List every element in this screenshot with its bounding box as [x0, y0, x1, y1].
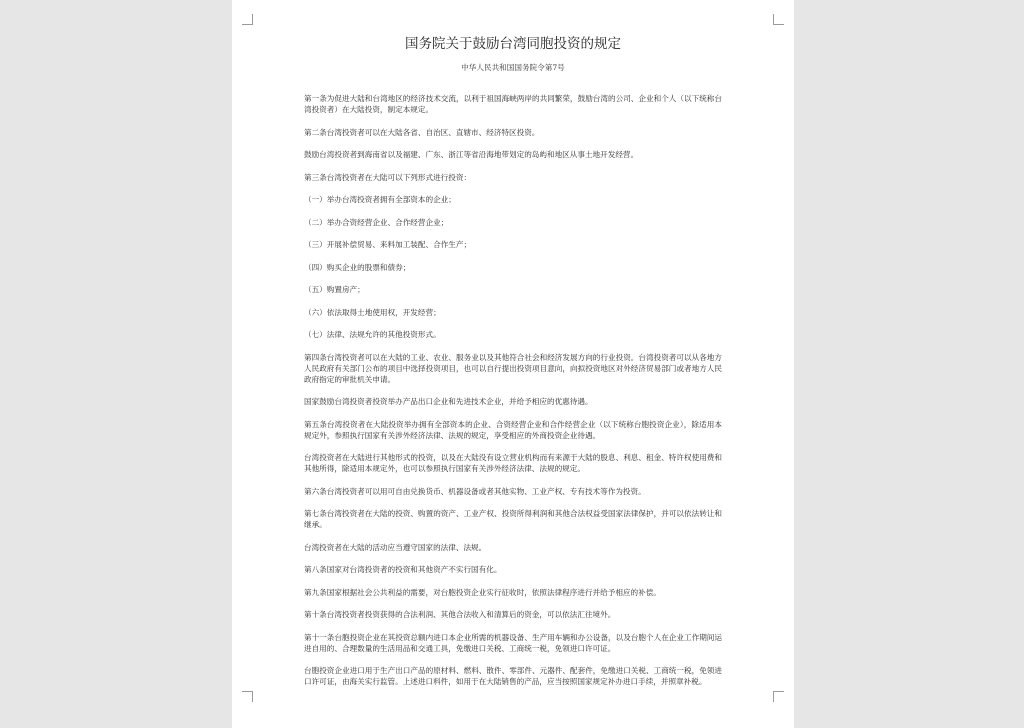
crop-mark-top-left: [242, 14, 253, 25]
paragraph-article-5: 第五条台湾投资者在大陆投资举办拥有全部资本的企业、合资经营企业和合作经营企业（以下统称台胞投资企业），除适用本规定外，参照执行国家有关涉外经济法律、法规的规定，享受相应的外商投资企业待遇。: [304, 419, 722, 440]
paragraph-article-2: 第二条台湾投资者可以在大陆各省、自治区、直辖市、经济特区投资。: [304, 127, 540, 137]
paragraph-article-7-cont: 台湾投资者在大陆的活动应当遵守国家的法律、法规。: [304, 542, 487, 552]
document-title: 国务院关于鼓励台湾同胞投资的规定: [405, 36, 621, 52]
crop-mark-top-right: [773, 14, 784, 25]
paragraph-article-5-cont: 台湾投资者在大陆进行其他形式的投资，以及在大陆没有设立营业机构而有来源于大陆的股息、利息、租金、特许权使用费和其他所得，除适用本规定外，也可以参照执行国家有关涉外经济法律、法规的规定。: [304, 453, 722, 473]
list-item-form-3: （三）开展补偿贸易、来料加工装配、合作生产；: [304, 240, 472, 249]
document-page: [232, 0, 794, 728]
paragraph-article-11: 第十一条台胞投资企业在其投资总额内进口本企业所需的机器设备、生产用车辆和办公设备，以及台胞个人在企业工作期间运进自用的、合理数量的生活用品和交通工具，免缴进口关税、工商统一税，免领进口许可证。: [304, 632, 722, 653]
paragraph-article-4: 第四条台湾投资者可以在大陆的工业、农业、服务业以及其他符合社会和经济发展方向的行业投资。台湾投资者可以从各地方人民政府有关部门公布的项目中选择投资项目，也可以自行提出投资项目意向，向拟投资地区对外经济贸易部门或者地方人民政府指定的审批机关申请。: [304, 352, 722, 384]
document-body: [304, 93, 722, 687]
list-item-form-2: （二）举办合资经营企业、合作经营企业；: [304, 217, 449, 227]
paragraph-article-3: 第三条台湾投资者在大陆可以下列形式进行投资：: [304, 172, 472, 182]
list-item-form-6: （六）依法取得土地使用权，开发经营；: [304, 307, 441, 317]
crop-mark-bottom-right: [773, 691, 784, 702]
viewer-right-gutter: [794, 0, 1024, 728]
paragraph-article-2-cont: 鼓励台湾投资者到海南省以及福建、广东、浙江等省沿海地带划定的岛屿和地区从事土地开发经营。: [304, 150, 639, 159]
list-item-form-5: （五）购置房产；: [304, 285, 365, 294]
list-item-form-1: （一）举办台湾投资者拥有全部资本的企业；: [304, 195, 456, 204]
paragraph-article-1: 第一条为促进大陆和台湾地区的经济技术交流，以利于祖国海峡两岸的共同繁荣，鼓励台湾的公司、企业和个人（以下统称台湾投资者）在大陆投资，制定本规定。: [304, 94, 722, 114]
paragraph-article-6: 第六条台湾投资者可以用可自由兑换货币、机器设备或者其他实物、工业产权、专有技术等作为投资。: [304, 486, 646, 496]
list-item-form-7: （七）法律、法规允许的其他投资形式。: [304, 330, 441, 339]
paragraph-article-8: 第八条国家对台湾投资者的投资和其他资产不实行国有化。: [304, 565, 502, 574]
document-subtitle: 中华人民共和国国务院令第7号: [461, 63, 565, 72]
crop-mark-bottom-left: [242, 691, 253, 702]
paragraph-article-11-cont: 台胞投资企业进口用于生产出口产品的原材料、燃料、散件、零部件、元器件、配套件，免缴进口关税、工商统一税，免领进口许可证，由海关实行监管。上述进口料件，如用于在大陆销售的产品，应当按照国家规定补办进口手续，并照章补税。: [304, 666, 722, 686]
viewer-left-gutter: [0, 0, 232, 728]
paragraph-article-9: 第九条国家根据社会公共利益的需要，对台胞投资企业实行征收时，依照法律程序进行并给予相应的补偿。: [304, 587, 661, 597]
document-content: [304, 34, 722, 699]
paragraph-article-10: 第十条台湾投资者投资获得的合法利润、其他合法收入和清算后的资金，可以依法汇往境外。: [304, 610, 616, 619]
paragraph-article-7: 第七条台湾投资者在大陆的投资、购置的资产、工业产权、投资所得利润和其他合法权益受国家法律保护，并可以依法转让和继承。: [304, 509, 722, 529]
list-item-form-4: （四）购买企业的股票和债券；: [304, 262, 411, 272]
paragraph-article-4-cont: 国家鼓励台湾投资者投资举办产品出口企业和先进技术企业，并给予相应的优惠待遇。: [304, 397, 593, 406]
